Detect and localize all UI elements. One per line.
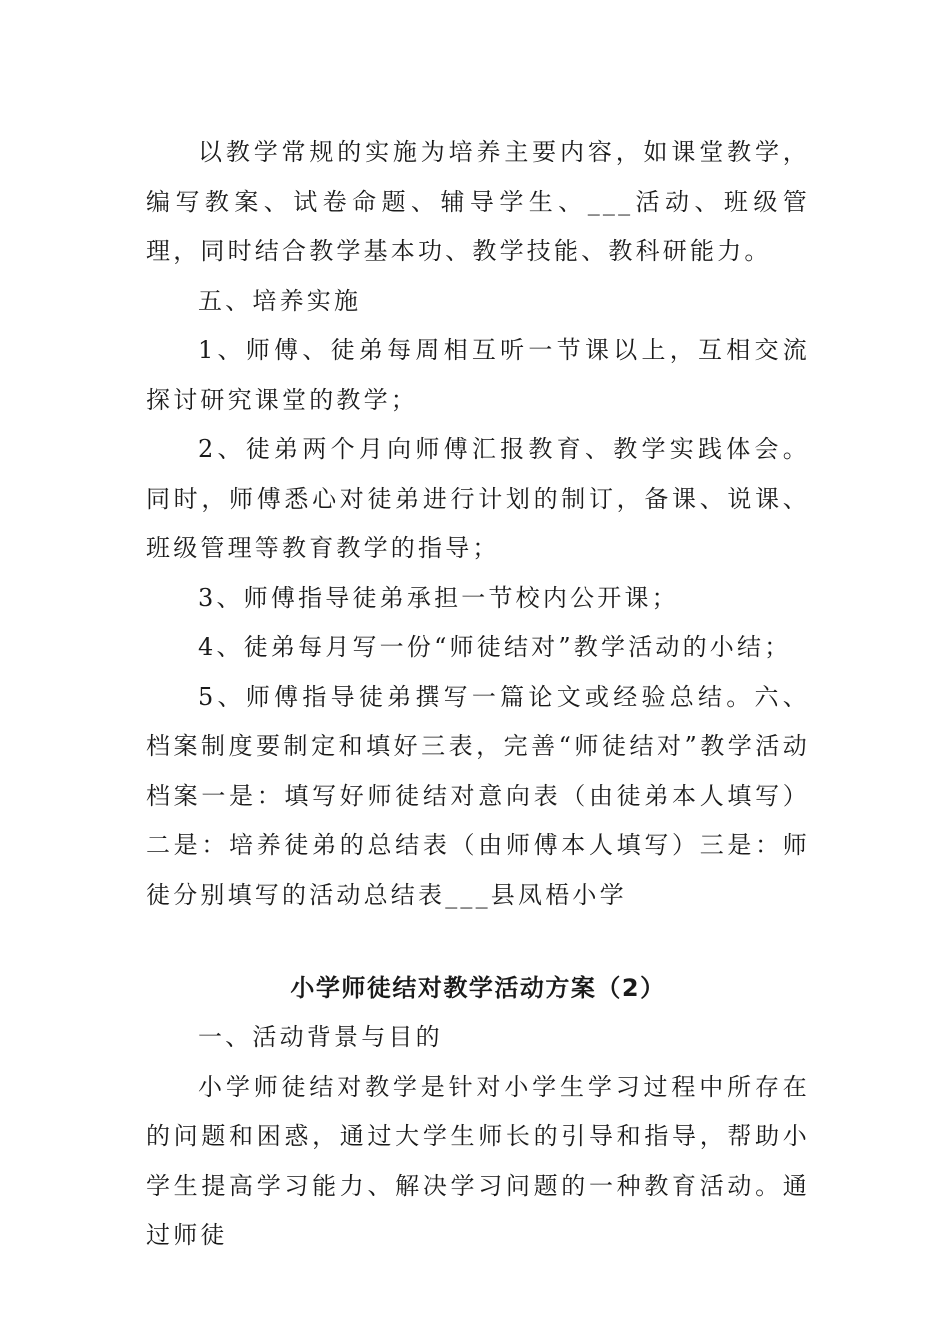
heading-training-implementation: 五、培养实施 bbox=[198, 286, 362, 315]
list-item-2: 2、徒弟两个月向师傅汇报教育、教学实践体会。同时，师傅悉心对徒弟进行计划的制订，备课、说课、班级管理等教育教学的指导； bbox=[146, 435, 810, 562]
document-page bbox=[146, 128, 810, 1261]
paragraph-training-content: 以教学常规的实施为培养主要内容，如课堂教学，编写教案、试卷命题、辅导学生、___活动、班级管理，同时结合教学基本功、教学技能、教科研能力。 bbox=[146, 138, 810, 265]
heading-background-purpose: 一、活动背景与目的 bbox=[198, 1023, 443, 1051]
paragraph-background: 小学师徒结对教学是针对小学生学习过程中所存在的问题和困惑，通过大学生师长的引导和指导，帮助小学生提高学习能力、解决学习问题的一种教育活动。通过师徒 bbox=[146, 1072, 810, 1249]
section-title: 小学师徒结对教学活动方案（2） bbox=[290, 974, 666, 1002]
list-item-4: 4、徒弟每月写一份“师徒结对”教学活动的小结； bbox=[198, 633, 792, 661]
list-item-1: 1、师傅、徒弟每周相互听一节课以上，互相交流探讨研究课堂的教学； bbox=[146, 336, 810, 414]
list-item-3: 3、师傅指导徒弟承担一节校内公开课； bbox=[198, 583, 679, 612]
list-item-5: 5、师傅指导徒弟撰写一篇论文或经验总结。六、档案制度要制定和填好三表，完善“师徒结对”教学活动档案一是：填写好师徒结对意向表（由徒弟本人填写）二是：培养徒弟的总结表（由师傅本人填写）三是：师徒分别填写的活动总结表___县凤梧小学 bbox=[146, 682, 810, 909]
